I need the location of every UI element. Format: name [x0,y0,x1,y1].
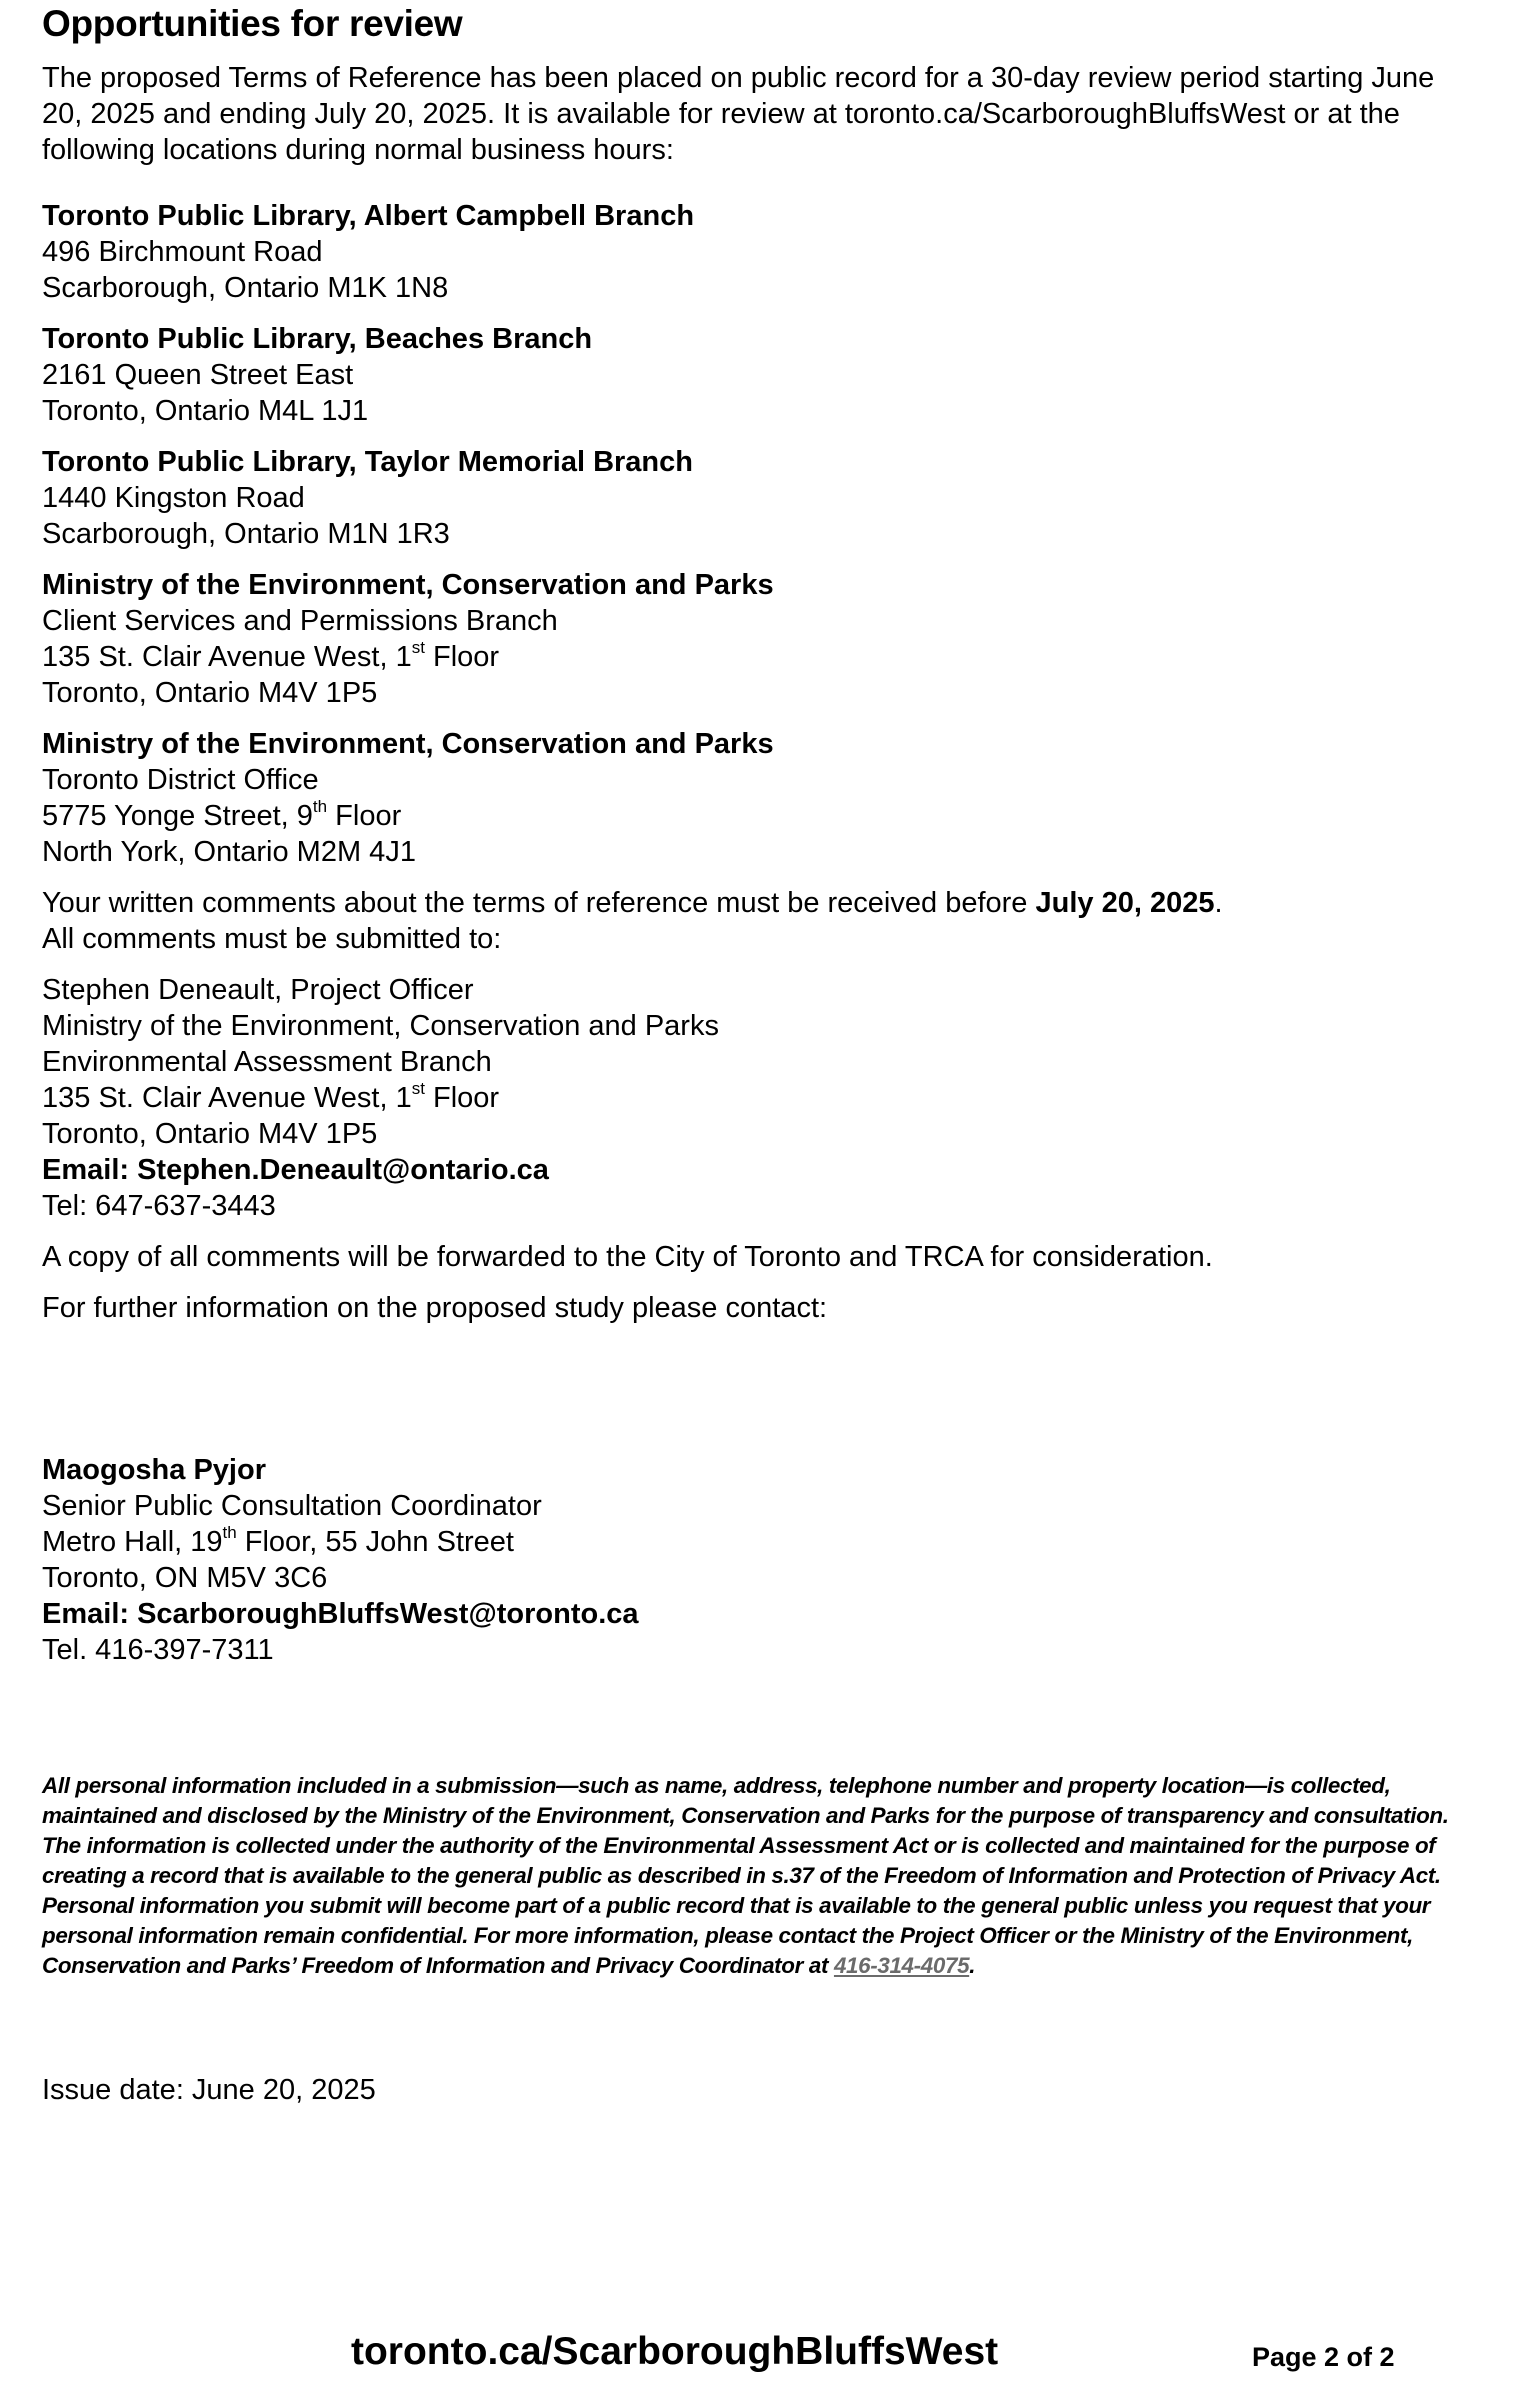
location-city: North York, Ontario M2M 4J1 [42,836,416,868]
contact-org: Ministry of the Environment, Conservation and Parks [42,1010,719,1042]
location-5 [42,726,1462,870]
location-city: Scarborough, Ontario M1K 1N8 [42,272,449,304]
location-city: Scarborough, Ontario M1N 1R3 [42,518,450,550]
contact-name: Maogosha Pyjor [42,1454,266,1486]
contact-tel: Tel: 647-637-3443 [42,1190,276,1222]
deadline-date: July 20, 2025 [1035,887,1215,919]
contact-tel: Tel. 416-397-7311 [42,1634,274,1666]
location-3 [42,444,1462,552]
comments-deadline: Your written comments about the terms of reference must be received before July 20, 2025. All comments must be submitted to: [42,887,1223,955]
location-address: 496 Birchmount Road [42,236,323,268]
footer-url[interactable]: toronto.ca/ScarboroughBluffsWest [351,2330,999,2373]
city-contact [42,1452,1462,1668]
location-name: Ministry of the Environment, Conservation and Parks [42,569,774,601]
issue-date: Issue date: June 20, 2025 [42,2074,376,2106]
contact-city: Toronto, ON M5V 3C6 [42,1562,328,1594]
further-info: For further information on the proposed study please contact: [42,1292,828,1324]
location-address: 5775 Yonge Street, 9th Floor [42,797,402,832]
contact-email[interactable]: Email: ScarboroughBluffsWest@toronto.ca [42,1598,639,1630]
contact-email[interactable]: Email: Stephen.Deneault@ontario.ca [42,1154,549,1186]
location-1 [42,198,1462,306]
location-city: Toronto, Ontario M4L 1J1 [42,395,369,427]
location-branch: Client Services and Permissions Branch [42,605,558,637]
contact-branch: Environmental Assessment Branch [42,1046,492,1078]
privacy-phone-link[interactable]: 416-314-4075 [833,1953,970,1978]
page-title: Opportunities for review [42,3,463,44]
moe-contact [42,972,1462,1224]
document-page [42,0,1462,2106]
location-address: 135 St. Clair Avenue West, 1st Floor [42,638,500,673]
location-name: Ministry of the Environment, Conservation and Parks [42,728,774,760]
location-name: Toronto Public Library, Albert Campbell Branch [42,200,695,232]
location-address: 1440 Kingston Road [42,482,305,514]
privacy-notice: All personal information included in a submission—such as name, address, telephone number and property location—is collected, maintained and disclosed by the Ministry of the Environment, Conservation and Parks for the purpose of transparency and consultation. The information is collected under the authority of the Environmental Assessment Act or is collected and maintained for the purpose of creating a record that is available to the general public as described in s.37 of the Freedom of Information and Protection of Privacy Act. Personal information you submit will become part of a public record that is available to the general public unless you request that your personal information remain confidential. For more information, please contact the Project Officer or the Ministry of the Environment, Conservation and Parks’ Freedom of Information and Privacy Coordinator at 416-314-4075. [42,1773,1449,1978]
intro-paragraph: The proposed Terms of Reference has been placed on public record for a 30-day review period starting June 20, 2025 and ending July 20, 2025. It is available for review at toronto.ca/ScarboroughBluffsWest or at the following locations during normal business hours: [42,62,1435,166]
contact-address: 135 St. Clair Avenue West, 1st Floor [42,1079,500,1114]
contact-address: Metro Hall, 19th Floor, 55 John Street [42,1523,514,1558]
contact-title: Senior Public Consultation Coordinator [42,1490,542,1522]
page-number: Page 2 of 2 [1252,2342,1395,2372]
contact-name: Stephen Deneault, Project Officer [42,974,474,1006]
location-city: Toronto, Ontario M4V 1P5 [42,677,378,709]
location-name: Toronto Public Library, Beaches Branch [42,323,593,355]
location-2 [42,321,1462,429]
copy-note: A copy of all comments will be forwarded to the City of Toronto and TRCA for consideration. [42,1241,1213,1273]
location-branch: Toronto District Office [42,764,319,796]
location-4 [42,567,1462,711]
location-name: Toronto Public Library, Taylor Memorial Branch [42,446,693,478]
location-address: 2161 Queen Street East [42,359,354,391]
contact-city: Toronto, Ontario M4V 1P5 [42,1118,378,1150]
